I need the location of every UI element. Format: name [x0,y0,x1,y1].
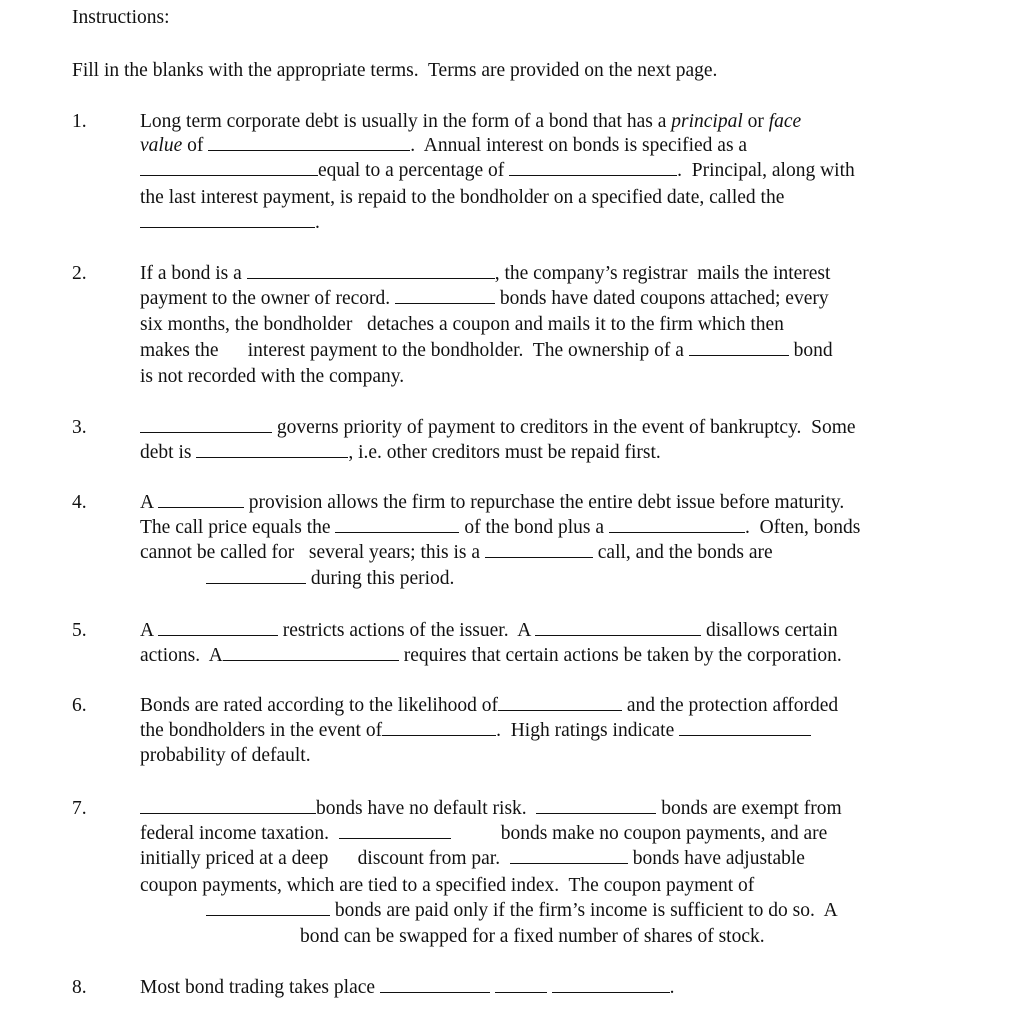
item-7-line-5: bonds are paid only if the firm’s income is sufficient to do so. A [206,899,838,923]
blank[interactable] [208,134,410,151]
blank[interactable] [689,339,789,356]
item-3-line-2: debt is , i.e. other creditors must be repaid first. [140,442,661,463]
item-2-line-5: is not recorded with the company. [140,366,405,387]
blank[interactable] [335,516,459,533]
blank[interactable] [509,159,677,176]
blank[interactable] [140,416,272,433]
blank[interactable] [498,694,622,711]
blank[interactable] [196,441,348,458]
item-3-number: 3. [72,417,87,438]
intro-text: Fill in the blanks with the appropriate terms. Terms are provided on the next page. [72,60,718,81]
blank[interactable] [510,847,628,864]
blank[interactable] [206,899,330,916]
item-6-line-3: probability of default. [140,745,311,766]
item-7-number: 7. [72,798,87,819]
item-7-line-6: bond can be swapped for a fixed number of shares of stock. [300,926,765,947]
blank[interactable] [395,287,495,304]
item-1-line-4: the last interest payment, is repaid to the bondholder on a specified date, called the [140,187,785,208]
blank[interactable] [609,516,745,533]
item-1-line-3: equal to a percentage of . Principal, along with [140,159,855,183]
blank[interactable] [552,976,670,993]
item-8-number: 8. [72,977,87,998]
blank[interactable] [223,644,399,661]
blank[interactable] [535,619,701,636]
item-5-line-1: A restricts actions of the issuer. A disallows certain [140,620,838,641]
item-1-number: 1. [72,111,87,132]
blank[interactable] [158,491,244,508]
item-6-line-1: Bonds are rated according to the likelihood of and the protection afforded [140,695,839,716]
item-1-line-5: . [140,211,320,235]
blank[interactable] [536,797,656,814]
blank[interactable] [140,159,318,176]
item-4-line-2: The call price equals the of the bond plus a . Often, bonds [140,517,861,538]
item-3-line-1: governs priority of payment to creditors in the event of bankruptcy. Some [140,416,856,440]
blank[interactable] [382,719,496,736]
item-4-line-3: cannot be called for several years; this is a call, and the bonds are [140,542,773,563]
item-8-line-1: Most bond trading takes place . [140,977,675,998]
item-5-number: 5. [72,620,87,641]
item-4-number: 4. [72,492,87,513]
blank[interactable] [140,211,315,228]
blank[interactable] [339,822,451,839]
blank[interactable] [158,619,278,636]
item-6-number: 6. [72,695,87,716]
item-1-line-1: Long term corporate debt is usually in the form of a bond that has a principal or face [140,111,802,132]
blank[interactable] [380,976,490,993]
item-2-line-4: makes the interest payment to the bondholder. The ownership of a bond [140,340,833,361]
blank[interactable] [485,541,593,558]
blank[interactable] [206,567,306,584]
blank[interactable] [140,797,316,814]
item-2-line-1: If a bond is a , the company’s registrar mails the interest [140,263,831,284]
blank[interactable] [495,976,547,993]
blank[interactable] [679,719,811,736]
blank[interactable] [247,262,495,279]
item-1-line-2: value of . Annual interest on bonds is specified as a [140,135,748,156]
item-6-line-2: the bondholders in the event of . High ratings indicate [140,719,811,743]
item-4-line-1: A provision allows the firm to repurchase the entire debt issue before maturity. [140,492,845,513]
item-4-line-4: during this period. [206,567,454,591]
item-7-line-1: bonds have no default risk. bonds are exempt from [140,797,842,821]
item-7-line-4: coupon payments, which are tied to a specified index. The coupon payment of [140,875,755,896]
item-7-line-2: federal income taxation. bonds make no coupon payments, and are [140,823,828,844]
item-5-line-2: actions. A requires that certain actions be taken by the corporation. [140,645,842,666]
item-2-line-3: six months, the bondholder detaches a coupon and mails it to the firm which then [140,314,784,335]
item-7-line-3: initially priced at a deep discount from par. bonds have adjustable [140,848,805,869]
item-2-number: 2. [72,263,87,284]
item-2-line-2: payment to the owner of record. bonds have dated coupons attached; every [140,288,829,309]
instructions-heading: Instructions: [72,7,170,28]
